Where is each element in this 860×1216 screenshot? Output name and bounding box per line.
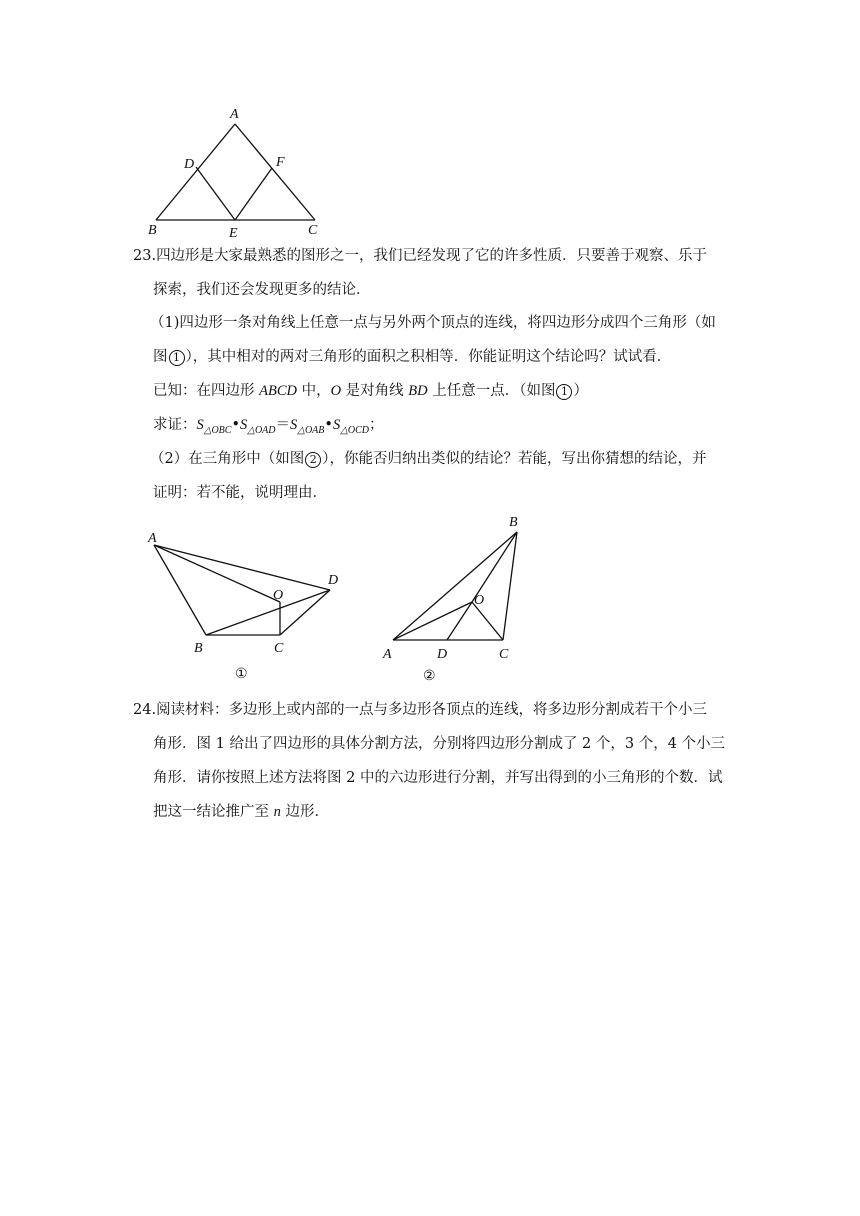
segment-ob xyxy=(472,532,517,602)
q24-line4 xyxy=(153,802,329,822)
given-bd: BD xyxy=(408,383,428,399)
q24-text-1: 阅读材料：多边形上或内部的一点与多边形各顶点的连线，将多边形分割成若干个小三 xyxy=(156,702,708,718)
label-c: C xyxy=(274,641,284,656)
prove-label: 求证： xyxy=(153,417,197,433)
area-s: S xyxy=(332,417,341,433)
given-text-1: 已知：在四边形 xyxy=(153,383,260,399)
circled-number-1: 1 xyxy=(556,384,572,400)
label-d: D xyxy=(437,647,448,662)
circled-number-1: 1 xyxy=(169,350,185,366)
area-subscript-ocd: △OCD xyxy=(340,425,370,436)
q24-n: n xyxy=(273,804,281,820)
given-text-4: 上任意一点．（如图 xyxy=(427,383,556,399)
segment-de xyxy=(196,167,235,220)
times-dot: • xyxy=(324,417,333,433)
q23-intro-line1 xyxy=(133,246,707,266)
q24-line3 xyxy=(153,768,722,788)
segment-ab xyxy=(156,124,235,220)
q23-number: 23. xyxy=(133,248,157,264)
label-d: D xyxy=(328,573,339,588)
q23-intro-text-2: 探索，我们还会发现更多的结论． xyxy=(153,282,371,298)
q24-text-4: 把这一结论推广至 xyxy=(153,804,274,820)
label-c: C xyxy=(308,223,318,238)
q24-text-2: 角形．图 1 给出了四边形的具体分割方法，分别将四边形分割成了 2 个，3 个，4 个小三 xyxy=(153,736,726,752)
q23-part1-text-2: ），其中相对的两对三角形的面积之积相等．你能证明这个结论吗？试试看． xyxy=(185,349,672,365)
segment-ef xyxy=(235,168,272,220)
times-dot: • xyxy=(231,417,241,433)
segment-da xyxy=(154,545,330,590)
q24-line2 xyxy=(153,734,725,754)
q23-intro-line2 xyxy=(153,280,371,300)
label-c: C xyxy=(499,647,509,662)
q23-intro-text-1: 四边形是大家最熟悉的图形之一，我们已经发现了它的许多性质．只要善于观察、乐于 xyxy=(156,248,708,264)
area-s: S xyxy=(240,417,248,433)
q23-part2-line1 xyxy=(150,449,706,469)
area-subscript-obc: △OBC xyxy=(203,425,232,436)
label-b: B xyxy=(148,223,157,238)
q23-given-line xyxy=(153,381,588,401)
equals-sign: ＝ xyxy=(275,417,291,433)
q23-part2-text-1: （2）在三角形中（如图 xyxy=(150,451,305,467)
figure-triangle-def xyxy=(140,100,340,240)
given-o: O xyxy=(330,383,342,399)
label-b: B xyxy=(509,515,518,530)
given-text-2: 中， xyxy=(296,383,331,399)
q23-part2-line2 xyxy=(153,483,327,503)
q23-part1-line2 xyxy=(153,347,671,367)
label-d: D xyxy=(184,157,195,172)
label-a: A xyxy=(383,647,392,662)
label-a: A xyxy=(148,531,157,546)
label-b: B xyxy=(194,641,203,656)
label-o: O xyxy=(273,588,284,603)
label-f: F xyxy=(276,155,285,170)
segment-bc xyxy=(503,532,517,640)
segment-oa xyxy=(154,545,280,602)
label-o: O xyxy=(474,593,485,608)
given-text-3: 是对角线 xyxy=(341,383,409,399)
q23-part1-text-1: （1)四边形一条对角线上任意一点与另外两个顶点的连线，将四边形分成四个三角形（如 xyxy=(150,315,716,331)
segment-ac xyxy=(235,124,315,220)
segment-ab xyxy=(393,532,517,640)
figure-1-caption: ① xyxy=(235,667,248,682)
figure-2-triangle xyxy=(375,512,545,687)
q23-part1-line1 xyxy=(150,313,716,333)
circled-number-2: 2 xyxy=(305,452,321,468)
area-s: S xyxy=(290,417,298,433)
given-abcd: ABCD xyxy=(259,383,297,399)
prove-end: ； xyxy=(369,417,384,433)
q23-part2-text-2: ），你能否归纳出类似的结论？若能，写出你猜想的结论，并 xyxy=(322,451,707,467)
given-text-5: ） xyxy=(573,383,588,399)
q24-number: 24. xyxy=(133,702,157,718)
q23-prove-line xyxy=(153,415,384,441)
q24-text-5: 边形． xyxy=(280,804,329,820)
area-subscript-oab: △OAB xyxy=(297,425,325,436)
area-subscript-oad: △OAD xyxy=(247,425,276,436)
area-s: S xyxy=(196,417,204,433)
figure-2-caption: ② xyxy=(423,669,436,684)
segment-ab xyxy=(154,545,206,635)
figure-1-quadrilateral xyxy=(140,520,370,685)
q23-part2-text-3: 证明：若不能，说明理由． xyxy=(153,485,327,501)
label-e: E xyxy=(229,226,238,240)
q23-part1-fig-ref: 图 xyxy=(153,349,168,365)
segment-cd xyxy=(280,590,330,635)
q24-text-3: 角形．请你按照上述方法将图 2 中的六边形进行分割，并写出得到的小三角形的个数．试 xyxy=(153,770,723,786)
label-a: A xyxy=(230,107,239,122)
q24-line1 xyxy=(133,700,707,720)
